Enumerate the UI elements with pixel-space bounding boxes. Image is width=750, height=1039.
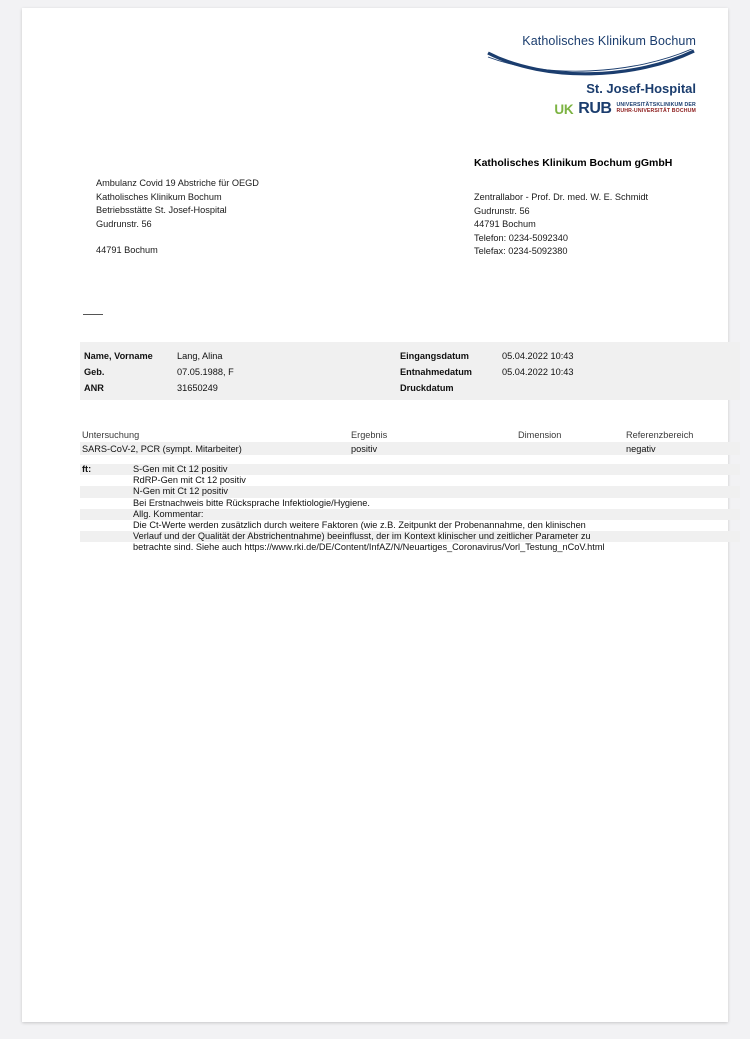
recipient-line-4: Gudrunstr. 56 xyxy=(96,218,152,229)
recipient-line-2: Katholisches Klinikum Bochum xyxy=(96,191,222,202)
footnote-marker: ft: xyxy=(82,464,92,474)
patient-anr-value: 31650249 xyxy=(177,383,218,393)
printed-date-label: Druckdatum xyxy=(400,383,454,393)
comment-text: Verlauf und der Qualität der Abstrichentnahme) beeinflusst, der im Kontext klinischer und zeitlicher Parameter zu xyxy=(133,531,591,542)
list-item xyxy=(80,542,740,553)
patient-name-label: Name, Vorname xyxy=(84,351,153,361)
sender-address xyxy=(474,191,648,259)
rub-university-text xyxy=(616,103,696,115)
comment-text: S-Gen mit Ct 12 positiv xyxy=(133,464,228,474)
recipient-line-1: Ambulanz Covid 19 Abstriche für OEGD xyxy=(96,178,259,188)
comment-text: Allg. Kommentar: xyxy=(133,508,204,519)
list-item xyxy=(80,531,740,542)
rub-uk-mark: UK xyxy=(554,101,574,117)
list-item xyxy=(80,475,740,486)
rub-rub-mark: RUB xyxy=(578,100,612,117)
list-item xyxy=(80,498,740,509)
sender-line-4: Telefon: 0234-5092340 xyxy=(474,232,568,243)
comment-text: betrachte sind. Siehe auch https://www.rki.de/DE/Content/InfAZ/N/Neuartiges_Coronavirus/Vorl_Testung_nCoV.html xyxy=(133,542,605,553)
sender-line-3: 44791 Bochum xyxy=(474,219,536,230)
hospital-logo xyxy=(436,34,696,118)
comment-text: Bei Erstnachweis bitte Rücksprache Infektiologie/Hygiene. xyxy=(133,497,370,508)
result-value: positiv xyxy=(351,444,378,454)
sender-line-5: Telefax: 0234-5092380 xyxy=(474,246,568,257)
column-header-exam: Untersuchung xyxy=(82,430,140,440)
patient-info-band xyxy=(80,342,740,400)
fold-mark xyxy=(83,314,103,315)
recipient-address xyxy=(96,177,259,258)
patient-anr-label: ANR xyxy=(84,383,104,393)
rub-logo xyxy=(436,100,696,118)
sampled-date-label: Entnahmedatum xyxy=(400,367,472,377)
column-header-result: Ergebnis xyxy=(351,430,388,440)
patient-name-value: Lang, Alina xyxy=(177,351,223,361)
rub-line-1: UNIVERSITÄTSKLINIKUM DER xyxy=(616,102,696,109)
list-item xyxy=(80,486,740,497)
received-date-label: Eingangsdatum xyxy=(400,351,469,361)
logo-title: Katholisches Klinikum Bochum xyxy=(522,34,696,48)
result-exam-value: SARS-CoV-2, PCR (sympt. Mitarbeiter) xyxy=(82,444,242,454)
comment-text: Die Ct-Werte werden zusätzlich durch weitere Faktoren (wie z.B. Zeitpunkt der Probenannahme, den klinischen xyxy=(133,519,586,530)
comment-block xyxy=(80,464,740,554)
logo-swoosh-icon xyxy=(436,49,696,79)
recipient-line-5: 44791 Bochum xyxy=(96,245,158,255)
sender-line-1: Zentrallabor - Prof. Dr. med. W. E. Schmidt xyxy=(474,192,649,202)
list-item xyxy=(80,509,740,520)
rub-line-2: RUHR-UNIVERSITÄT BOCHUM xyxy=(616,108,696,114)
patient-birth-value: 07.05.1988, F xyxy=(177,367,234,377)
result-reference-value: negativ xyxy=(626,444,656,454)
logo-subtitle: St. Josef-Hospital xyxy=(586,81,696,96)
list-item xyxy=(80,464,740,475)
comment-text: RdRP-Gen mit Ct 12 positiv xyxy=(133,475,246,486)
received-date-value: 05.04.2022 10:43 xyxy=(502,351,574,361)
clinic-legal-name: Katholisches Klinikum Bochum gGmbH xyxy=(474,157,673,169)
sampled-date-value: 05.04.2022 10:43 xyxy=(502,367,574,377)
recipient-line-3: Betriebsstätte St. Josef-Hospital xyxy=(96,205,227,215)
document-page xyxy=(22,8,728,1022)
table-row xyxy=(80,442,740,455)
sender-line-2: Gudrunstr. 56 xyxy=(474,205,530,216)
comment-text: N-Gen mit Ct 12 positiv xyxy=(133,486,228,497)
column-header-reference: Referenzbereich xyxy=(626,430,694,440)
column-header-dimension: Dimension xyxy=(518,430,562,440)
patient-birth-label: Geb. xyxy=(84,367,105,377)
list-item xyxy=(80,520,740,531)
